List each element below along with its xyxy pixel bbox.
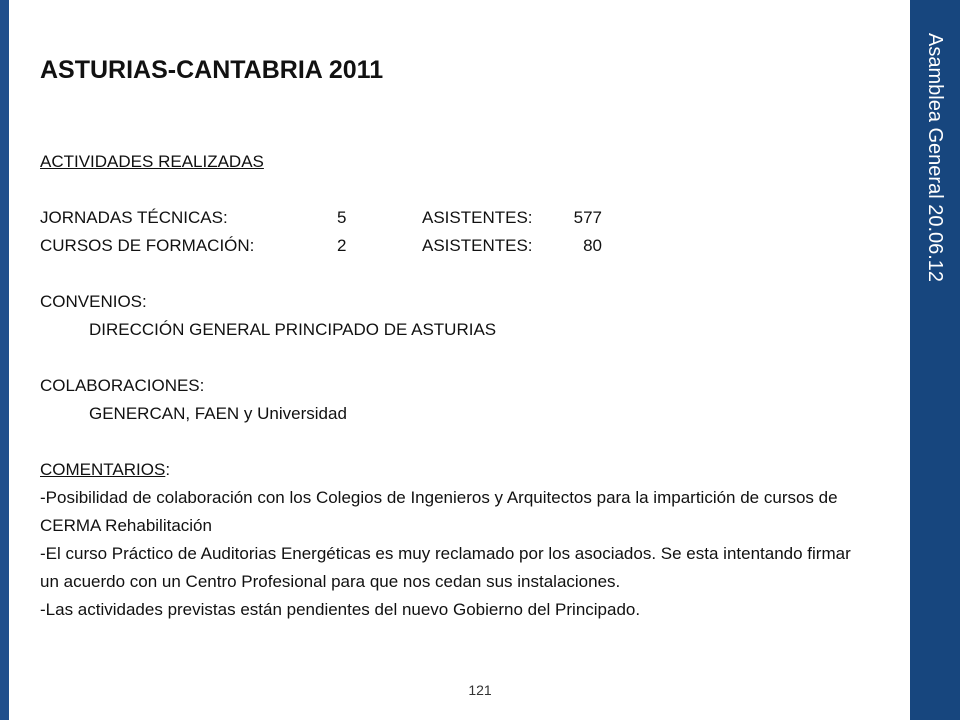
activity-label: CURSOS DE FORMACIÓN:: [40, 236, 255, 255]
left-accent-bar: [0, 0, 9, 720]
attendees-label: ASISTENTES:: [422, 208, 533, 227]
side-label: Asamblea General 20.06.12: [924, 33, 946, 283]
spacer: [40, 428, 870, 456]
spacer: [40, 176, 870, 204]
convenios-item: DIRECCIÓN GENERAL PRINCIPADO DE ASTURIAS: [89, 320, 497, 339]
page-title: ASTURIAS-CANTABRIA 2011: [40, 56, 384, 84]
comentarios-label: COMENTARIOS: [40, 460, 166, 479]
comment-paragraph: -Posibilidad de colaboración con los Colegios de Ingenieros y Arquitectos para la impartición de cursos de CERMA Rehabilitación: [40, 488, 838, 535]
activity-label: JORNADAS TÉCNICAS:: [40, 208, 228, 227]
colaboraciones-item: GENERCAN, FAEN y Universidad: [89, 404, 347, 423]
comentarios-heading: [40, 456, 870, 484]
spacer: [40, 344, 870, 372]
activity-count: 2: [337, 236, 347, 255]
attendees-value: 80: [583, 236, 602, 255]
comentarios-colon: :: [165, 460, 171, 479]
convenios-label: CONVENIOS:: [40, 292, 147, 311]
activity-count: 5: [337, 208, 347, 227]
activity-row-cursos: [40, 232, 870, 260]
activity-row-jornadas: [40, 204, 870, 232]
activities-heading: ACTIVIDADES REALIZADAS: [40, 152, 264, 171]
attendees-value: 577: [573, 208, 602, 227]
spacer: [40, 260, 870, 288]
slide-content: [40, 148, 870, 624]
comment-paragraph: -Las actividades previstas están pendientes del nuevo Gobierno del Principado.: [40, 600, 641, 619]
colaboraciones-label: COLABORACIONES:: [40, 376, 205, 395]
attendees-label: ASISTENTES:: [422, 236, 533, 255]
comment-paragraph: -El curso Práctico de Auditorias Energéticas es muy reclamado por los asociados. Se esta intentando firmar un acuerdo con un Centro Profesional para que nos cedan sus instalaciones.: [40, 544, 851, 591]
page-number: 121: [468, 682, 492, 698]
